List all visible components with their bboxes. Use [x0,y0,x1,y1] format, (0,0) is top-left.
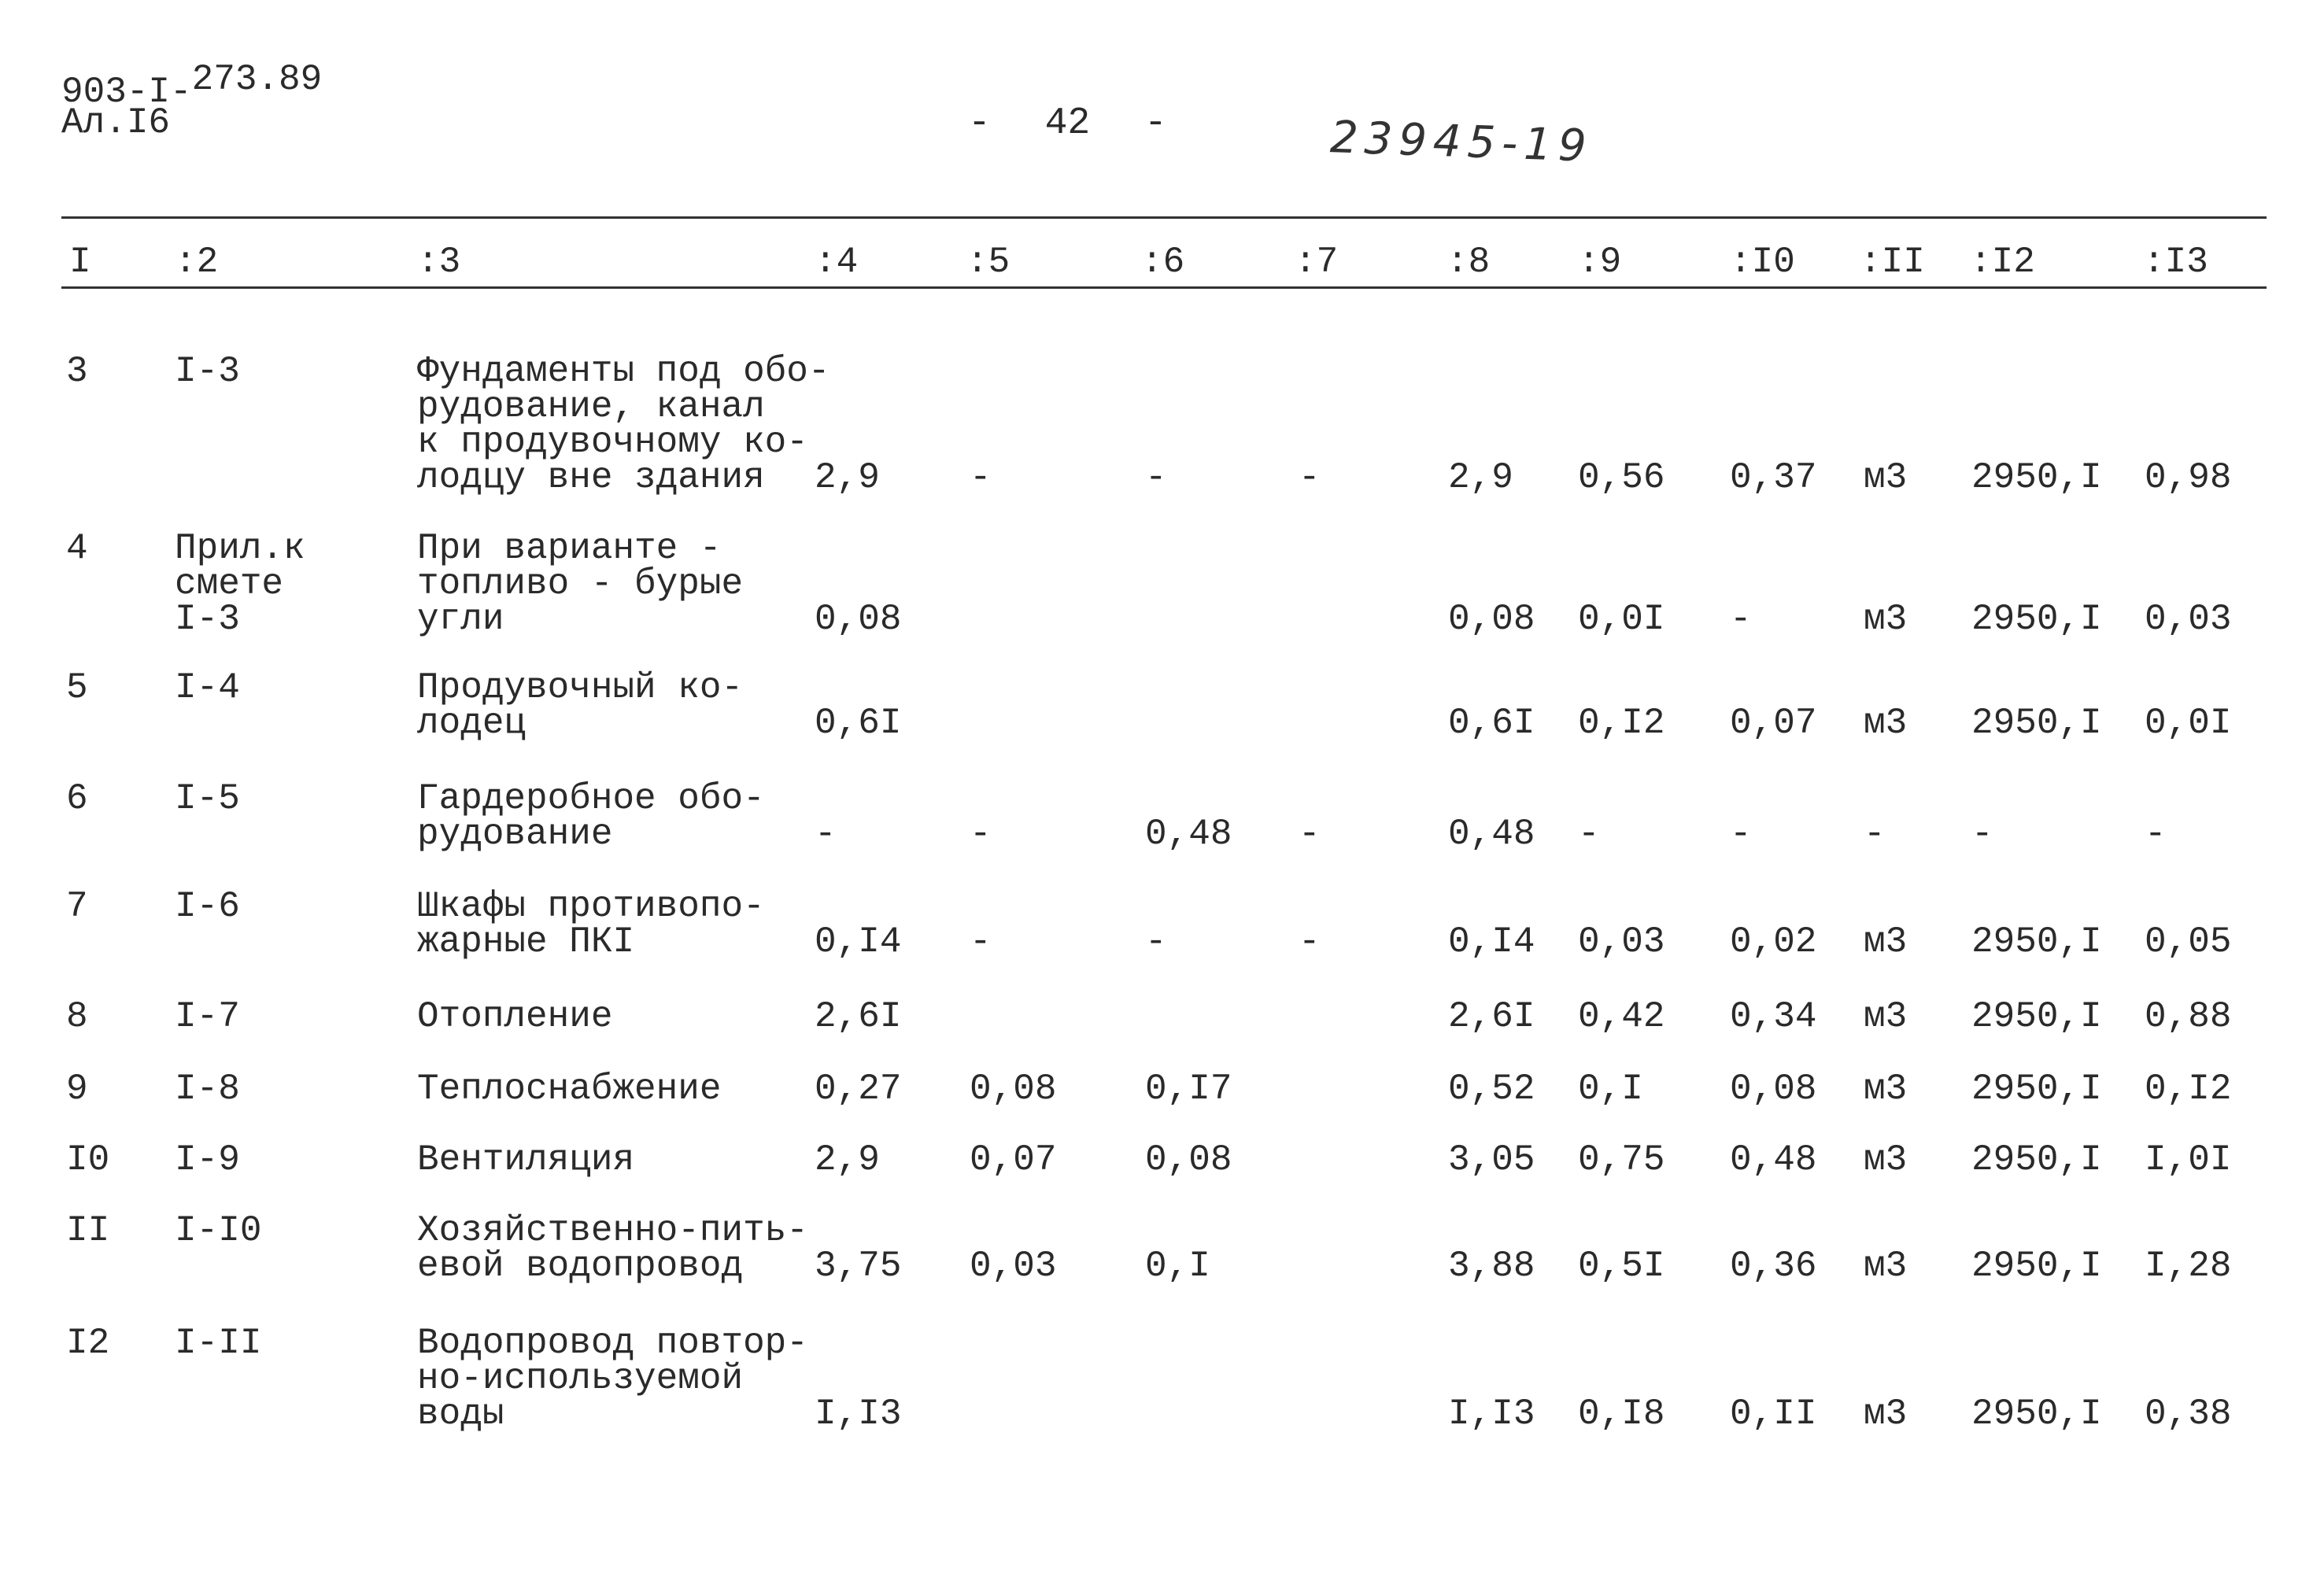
table-row [0,886,2324,962]
table-row [0,996,2324,1037]
cell-c6: - [1145,457,1167,498]
cell-c7: - [1299,814,1321,855]
cell-c13: - [2145,814,2167,855]
cell-c7: - [1299,921,1321,962]
cell-c10: 0,08 [1730,1069,1817,1109]
cell-c6: 0,I7 [1145,1069,1232,1109]
cell-c8: 0,08 [1448,599,1535,640]
cell-c11: м3 [1864,1069,1908,1109]
cell-c6: 0,I [1145,1246,1210,1287]
cell-c5: 0,07 [970,1139,1057,1180]
cell-c4: 0,6I [815,703,902,744]
cell-c10: 0,07 [1730,703,1817,744]
work-description-line: рудование [417,814,613,855]
cell-c5: - [970,921,992,962]
cell-c4: 2,9 [815,1139,880,1180]
cell-c8: 0,48 [1448,814,1535,855]
work-description-line: топливо - бурые [417,563,744,604]
cell-c9: 0,75 [1578,1139,1665,1180]
cell-c13: 0,0I [2145,703,2232,744]
table-header-rule [61,286,2267,289]
cell-c4: - [815,814,837,855]
cell-c6: - [1145,921,1167,962]
table-row [0,351,2324,498]
cell-c12: 2950,I [1971,457,2102,498]
estimate-reference [175,1069,379,1109]
cell-c12: 2950,I [1971,1139,2102,1180]
table-row [0,1139,2324,1180]
cell-c4: 0,27 [815,1069,902,1109]
work-description-line: Гардеробное обо- [417,778,765,819]
cell-c8: 2,6I [1448,996,1535,1037]
work-description-line: Теплоснабжение [417,1069,722,1109]
column-header-11: :II [1860,242,1925,282]
estimate-reference-line: I-I0 [175,1210,262,1251]
estimate-reference-line: I-9 [175,1139,240,1180]
cell-c4: I,I3 [815,1394,902,1434]
cell-c12: 2950,I [1971,1394,2102,1434]
row-number: 3 [66,351,88,392]
estimate-reference [175,528,379,640]
estimate-reference [175,667,379,708]
cell-c7: - [1299,457,1321,498]
cell-c9: 0,42 [1578,996,1665,1037]
table-row [0,1210,2324,1287]
estimate-reference-line: смете [175,563,284,604]
cell-c13: 0,I2 [2145,1069,2232,1109]
estimate-reference-line: I-7 [175,996,240,1037]
work-description-line: Отопление [417,996,613,1037]
cell-c12: - [1971,814,1993,855]
cell-c9: 0,5I [1578,1246,1665,1287]
cell-c11: м3 [1864,599,1908,640]
cell-c8: 2,9 [1448,457,1513,498]
work-description-line: Шкафы противопо- [417,886,765,927]
cell-c13: I,0I [2145,1139,2232,1180]
estimate-reference-line: Прил.к [175,528,305,569]
estimate-reference [175,778,379,819]
work-description-line: угли [417,599,504,640]
cell-c5: - [970,457,992,498]
cell-c10: 0,34 [1730,996,1817,1037]
work-description [417,996,826,1037]
estimate-reference [175,1139,379,1180]
work-description-line: воды [417,1394,504,1434]
work-description [417,1139,826,1180]
table-top-rule [61,216,2267,219]
column-header-3: :3 [417,242,461,282]
work-description-line: Хозяйственно-пить- [417,1210,808,1251]
column-header-12: :I2 [1970,242,2035,282]
cell-c4: 0,I4 [815,921,902,962]
work-description-line: Вентиляция [417,1139,635,1180]
cell-c10: - [1730,814,1752,855]
estimate-reference-line: I-8 [175,1069,240,1109]
cell-c11: м3 [1864,996,1908,1037]
cell-c11: м3 [1864,1246,1908,1287]
table-row [0,778,2324,855]
cell-c6: 0,08 [1145,1139,1232,1180]
row-number: 5 [66,667,88,708]
work-description-line: лодец [417,703,527,744]
cell-c8: 3,88 [1448,1246,1535,1287]
cell-c12: 2950,I [1971,1246,2102,1287]
column-header-13: :I3 [2143,242,2208,282]
row-number: I2 [66,1323,110,1364]
cell-c6: 0,48 [1145,814,1232,855]
cell-c12: 2950,I [1971,921,2102,962]
cell-c11: м3 [1864,703,1908,744]
column-header-9: :9 [1578,242,1622,282]
cell-c8: 0,I4 [1448,921,1535,962]
row-number: 6 [66,778,88,819]
document-code-prefix: 903-I- [61,72,192,113]
estimate-reference-line: I-6 [175,886,240,927]
cell-c4: 2,9 [815,457,880,498]
estimate-reference [175,886,379,927]
cell-c11: м3 [1864,1394,1908,1434]
column-header-2: :2 [175,242,219,282]
cell-c4: 2,6I [815,996,902,1037]
row-number: 8 [66,996,88,1037]
cell-c9: 0,I2 [1578,703,1665,744]
work-description-line: лодцу вне здания [417,457,765,498]
cell-c9: 0,0I [1578,599,1665,640]
cell-c8: 3,05 [1448,1139,1535,1180]
sheet-label: Ал.I6 [61,102,171,143]
table-row [0,667,2324,744]
estimate-reference [175,1210,379,1251]
document-code-suffix: 273.89 [191,59,323,100]
work-description-line: но-используемой [417,1358,744,1399]
work-description-line: к продувочному ко- [417,422,808,463]
work-description-line: рудование, канал [417,386,765,427]
row-number: 9 [66,1069,88,1109]
work-description [417,528,826,640]
work-description [417,778,826,855]
cell-c5: 0,08 [970,1069,1057,1109]
column-header-4: :4 [815,242,859,282]
work-description [417,886,826,962]
estimate-reference-line: I-5 [175,778,240,819]
cell-c8: 0,6I [1448,703,1535,744]
cell-c9: - [1578,814,1600,855]
row-number: 7 [66,886,88,927]
cell-c10: 0,37 [1730,457,1817,498]
page-number: - 42 - [968,102,1167,145]
row-number: I0 [66,1139,110,1180]
table-row [0,1323,2324,1434]
row-number: 4 [66,528,88,569]
estimate-reference-line: I-4 [175,667,240,708]
cell-c5: - [970,814,992,855]
cell-c9: 0,I [1578,1069,1643,1109]
work-description [417,1323,826,1434]
cell-c11: м3 [1864,921,1908,962]
estimate-reference-line: I-II [175,1323,262,1364]
cell-c12: 2950,I [1971,599,2102,640]
cell-c13: I,28 [2145,1246,2232,1287]
estimate-reference [175,351,379,392]
cell-c9: 0,03 [1578,921,1665,962]
work-description [417,667,826,744]
cell-c13: 0,98 [2145,457,2232,498]
cell-c13: 0,05 [2145,921,2232,962]
cell-c10: 0,36 [1730,1246,1817,1287]
work-description-line: жарные ПКI [417,921,635,962]
cell-c10: 0,02 [1730,921,1817,962]
work-description-line: Фундаменты под обо- [417,351,830,392]
work-description [417,1069,826,1109]
column-header-8: :8 [1446,242,1491,282]
cell-c10: - [1730,599,1752,640]
cell-c12: 2950,I [1971,996,2102,1037]
cell-c10: 0,II [1730,1394,1817,1434]
cell-c9: 0,56 [1578,457,1665,498]
cell-c13: 0,38 [2145,1394,2232,1434]
column-header-6: :6 [1141,242,1185,282]
estimate-reference-line: I-3 [175,351,240,392]
work-description-line: При варианте - [417,528,722,569]
column-header-7: :7 [1295,242,1339,282]
cell-c8: I,I3 [1448,1394,1535,1434]
cell-c11: м3 [1864,1139,1908,1180]
handwritten-inventory-number: 23945-19 [1328,112,1594,172]
table-row [0,1069,2324,1109]
work-description-line: евой водопровод [417,1246,744,1287]
work-description [417,351,830,498]
estimate-reference [175,1323,379,1364]
cell-c13: 0,88 [2145,996,2232,1037]
cell-c8: 0,52 [1448,1069,1535,1109]
cell-c11: м3 [1864,457,1908,498]
cell-c13: 0,03 [2145,599,2232,640]
estimate-reference-line: I-3 [175,599,240,640]
row-number: II [66,1210,110,1251]
cell-c5: 0,03 [970,1246,1057,1287]
cell-c10: 0,48 [1730,1139,1817,1180]
column-header-10: :I0 [1730,242,1795,282]
cell-c4: 0,08 [815,599,902,640]
cell-c12: 2950,I [1971,703,2102,744]
column-header-1: I [69,242,91,282]
work-description-line: Водопровод повтор- [417,1323,808,1364]
work-description [417,1210,826,1287]
table-row [0,528,2324,640]
cell-c4: 3,75 [815,1246,902,1287]
cell-c9: 0,I8 [1578,1394,1665,1434]
cell-c12: 2950,I [1971,1069,2102,1109]
estimate-reference [175,996,379,1037]
column-header-5: :5 [966,242,1011,282]
cell-c11: - [1864,814,1886,855]
work-description-line: Продувочный ко- [417,667,744,708]
